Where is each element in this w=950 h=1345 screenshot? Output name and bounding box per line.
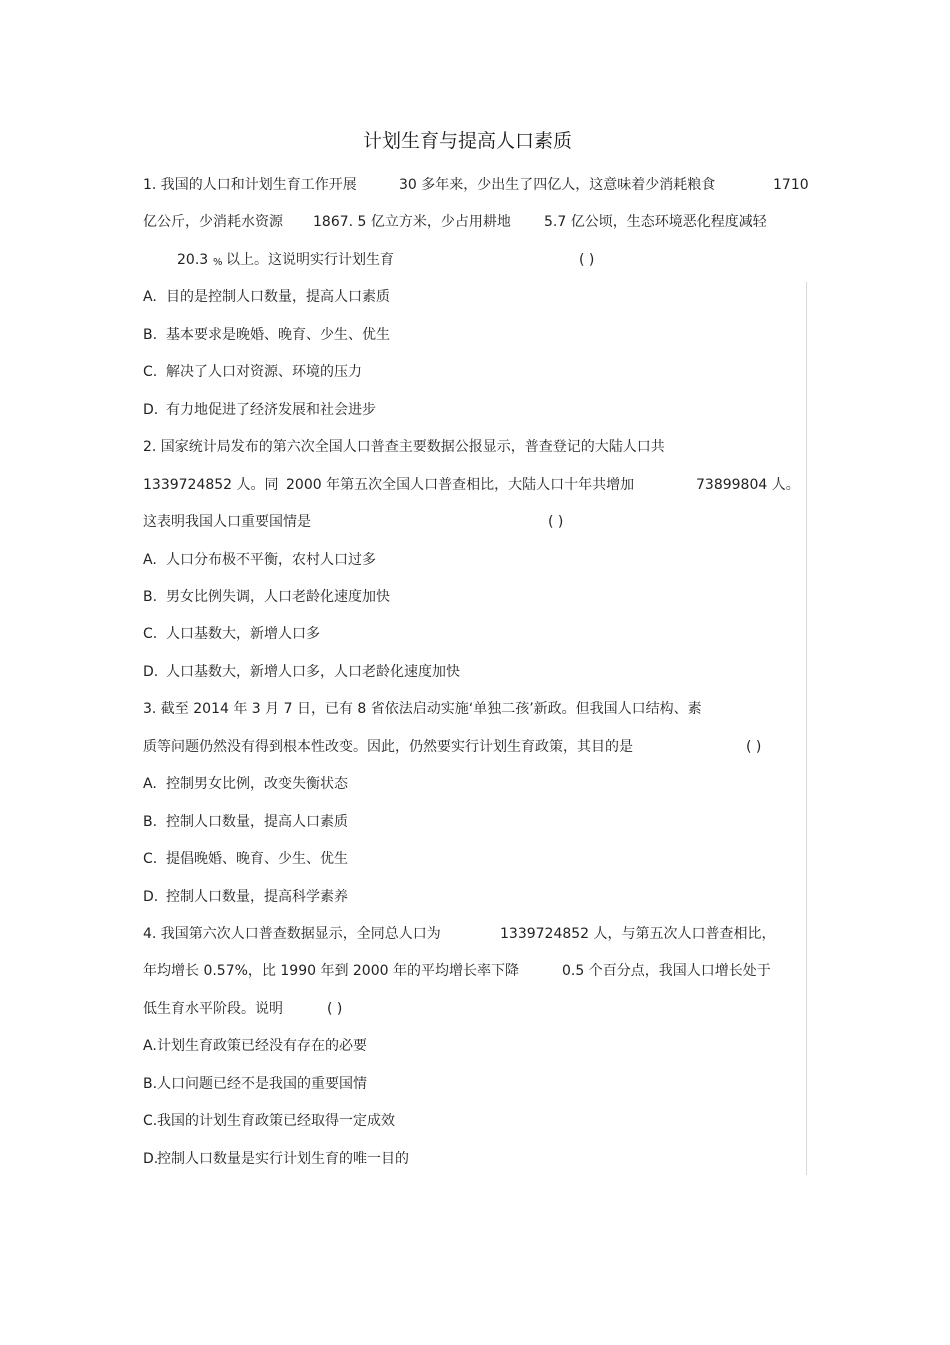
q2-stem-part-3: 2000 年第五次全国人口普查相比，大陆人口十年共增加 [286, 477, 635, 493]
q1-percent-sign: % [213, 257, 223, 268]
q3-stem-part-2: 质等问题仍然没有得到根本性改变。因此，仍然要实行计划生育政策，其目的是 [143, 739, 633, 755]
option-text: 人口分布极不平衡，农村人口过多 [166, 552, 376, 568]
option-letter: B. [143, 327, 158, 343]
option-letter: B. [143, 589, 158, 605]
option-text: 基本要求是晚婚、晚育、少生、优生 [166, 327, 390, 343]
q4-stem-part-5: 低生育水平阶段。说明 [143, 1001, 283, 1017]
option-letter: B. [143, 814, 158, 830]
option-text: 我国的计划生育政策已经取得一定成效 [157, 1113, 395, 1129]
q3-answer-bracket: ( ) [746, 739, 762, 755]
q1-stem-part-8: 以上。这说明实行计划生育 [226, 252, 394, 268]
option-text: 计划生育政策已经没有存在的必要 [157, 1038, 367, 1054]
option-text: 控制人口数量，提高科学素养 [166, 889, 348, 905]
option-text: 解决了人口对资源、环境的压力 [166, 364, 362, 380]
option-letter: D. [143, 664, 159, 680]
option-letter: C. [143, 851, 158, 867]
option-letter: A. [143, 1038, 157, 1054]
q1-stem-part-3: 1710 [773, 177, 809, 193]
q4-stem-part-2: 1339724852 人，与第五次人口普查相比， [500, 926, 776, 942]
option-text: 控制男女比例，改变失衡状态 [166, 776, 348, 792]
margin-rule [806, 282, 807, 1175]
option-letter: C. [143, 626, 158, 642]
q4-stem-part-3: 年均增长 0.57%，比 1990 年到 2000 年的平均增长率下降 [143, 963, 519, 979]
option-text: 控制人口数量，提高人口素质 [166, 814, 348, 830]
q1-stem-part-4: 亿公斤，少消耗水资源 [143, 214, 283, 230]
option-text: 提倡晚婚、晚育、少生、优生 [166, 851, 348, 867]
q1-stem-part-7: 20.3 [177, 252, 209, 268]
option-text: 人口问题已经不是我国的重要国情 [157, 1076, 367, 1092]
option-letter: A. [143, 776, 157, 792]
q2-stem-part-1: 2. 国家统计局发布的第六次全国人口普查主要数据公报显示，普查登记的大陆人口共 [143, 439, 665, 455]
q2-stem-part-5: 这表明我国人口重要国情是 [143, 514, 311, 530]
option-letter: A. [143, 552, 157, 568]
q4-stem-part-4: 0.5 个百分点，我国人口增长处于 [562, 963, 771, 979]
q4-answer-bracket: ( ) [327, 1001, 343, 1017]
q4-stem-part-1: 4. 我国第六次人口普查数据显示，全同总人口为 [143, 926, 441, 942]
q1-answer-bracket: ( ) [579, 252, 595, 268]
q3-stem-part-1: 3. 截至 2014 年 3 月 7 日，已有 8 省依法启动实施‘单独二孩’新政。但我国人口结构、素 [143, 701, 702, 717]
option-letter: D. [143, 889, 159, 905]
option-text: 男女比例失调，人口老龄化速度加快 [166, 589, 390, 605]
q2-stem-part-2: 1339724852 人。同 [143, 477, 279, 493]
q1-stem-part-1: 1. 我国的人口和计划生育工作开展 [143, 177, 357, 193]
option-text: 有力地促进了经济发展和社会进步 [166, 402, 376, 418]
option-letter: A. [143, 289, 157, 305]
q1-stem-part-2: 30 多年来，少出生了四亿人，这意味着少消耗粮食 [399, 177, 716, 193]
option-letter: B. [143, 1076, 158, 1092]
option-letter: C. [143, 1113, 158, 1129]
q2-answer-bracket: ( ) [548, 514, 564, 530]
option-text: 目的是控制人口数量，提高人口素质 [166, 289, 390, 305]
option-letter: C. [143, 364, 158, 380]
q1-stem-part-5: 1867. 5 亿立方米，少占用耕地 [313, 214, 511, 230]
option-text: 人口基数大，新增人口多 [166, 626, 320, 642]
option-text: 控制人口数量是实行计划生育的唯一目的 [157, 1151, 409, 1167]
option-letter: D. [143, 402, 159, 418]
page-title: 计划生育与提高人口素质 [362, 130, 572, 152]
option-letter: D. [143, 1151, 159, 1167]
q1-stem-part-6: 5.7 亿公顷，生态环境恶化程度减轻 [544, 214, 767, 230]
option-text: 人口基数大，新增人口多，人口老龄化速度加快 [166, 664, 460, 680]
q2-stem-part-4: 73899804 人。 [696, 477, 800, 493]
